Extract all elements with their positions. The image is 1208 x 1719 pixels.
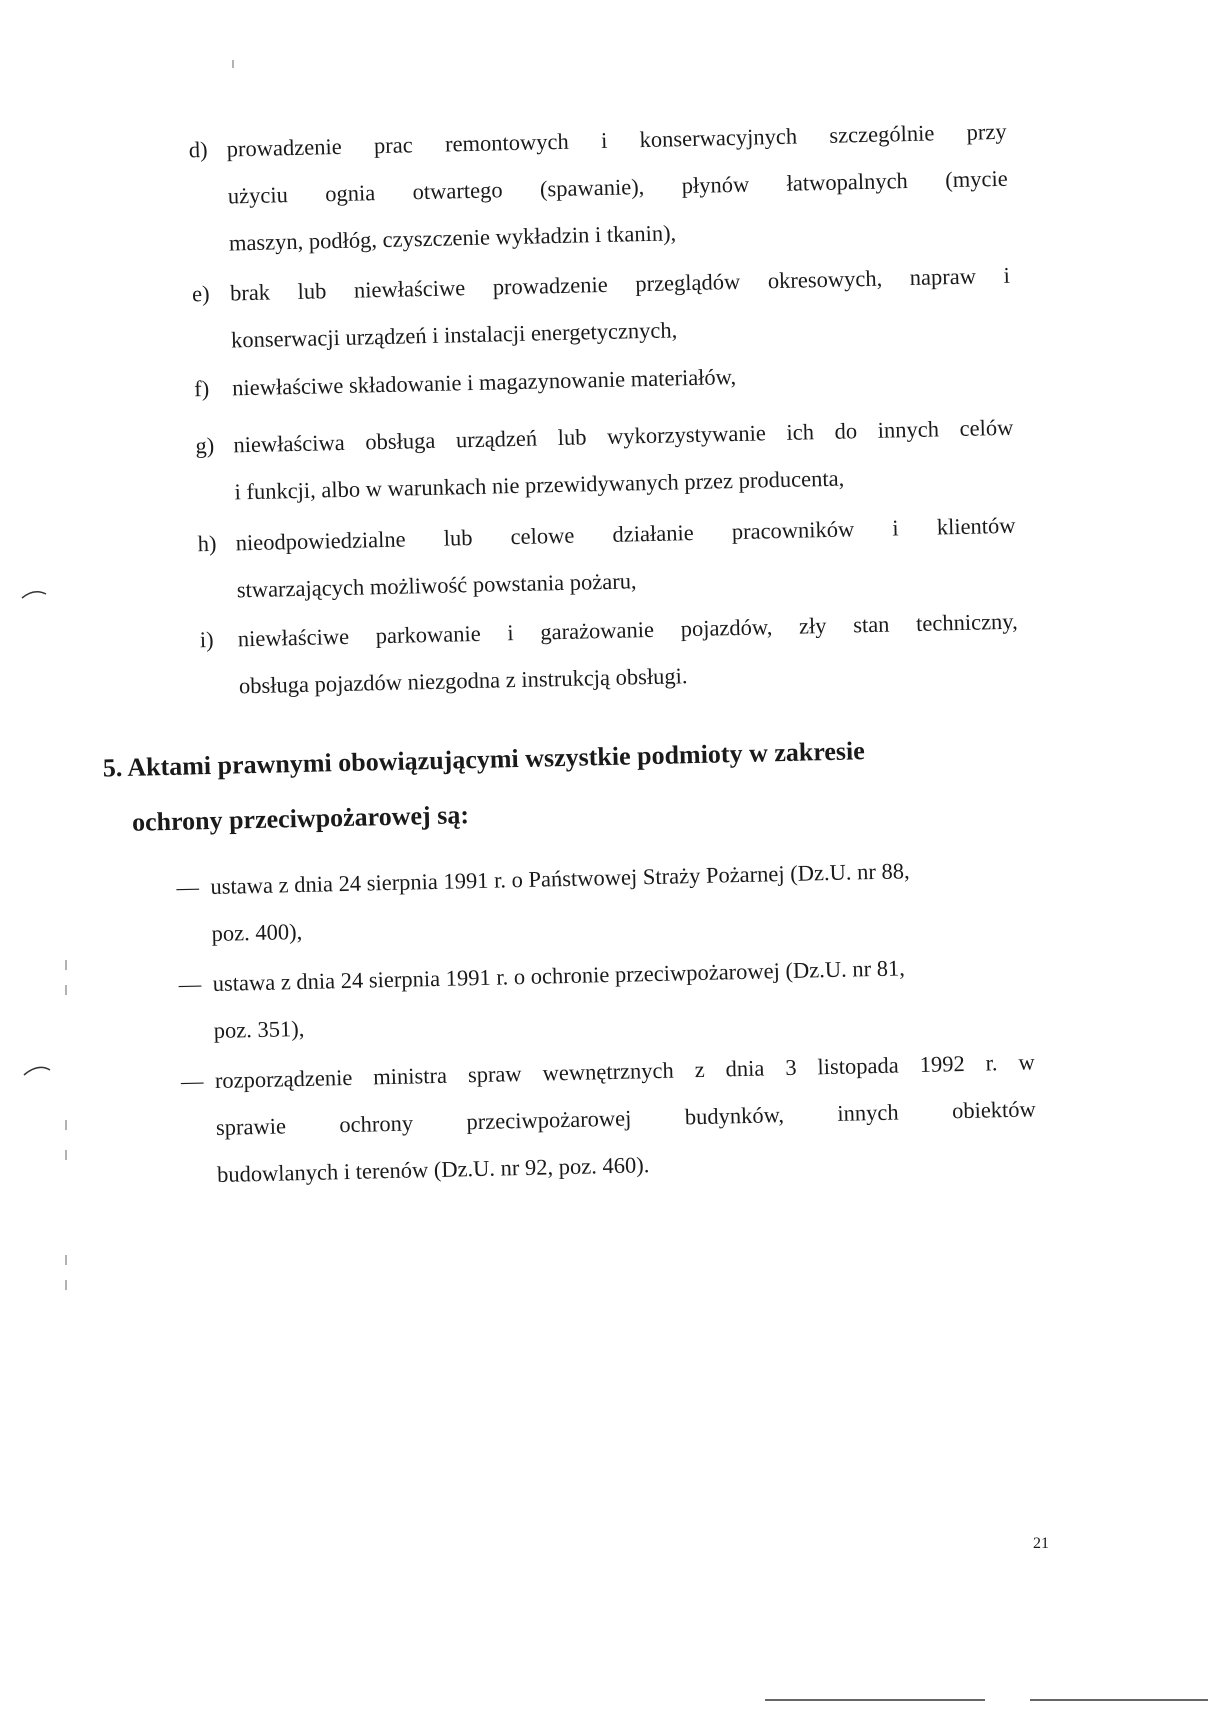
dash-bullet: — xyxy=(178,971,202,997)
list-letter: f) xyxy=(193,375,210,402)
scan-mark xyxy=(24,1067,50,1075)
text-line: użyciu ognia otwartego (spawanie), płynów łatwopalnych (mycie xyxy=(227,165,1008,209)
text-line: i funkcji, albo w warunkach nie przewidywanych przez producenta, xyxy=(234,465,845,505)
dash-bullet: — xyxy=(180,1068,204,1094)
text-line: budowlanych i terenów (Dz.U. nr 92, poz. 460). xyxy=(216,1152,650,1187)
list-letter: d) xyxy=(188,136,208,163)
list-letter: i) xyxy=(199,626,214,653)
text-line: niewłaściwe składowanie i magazynowanie materiałów, xyxy=(231,363,737,401)
text-line: prowadzenie prac remontowych i konserwacyjnych szczególnie przy xyxy=(226,118,1007,162)
text-line: poz. 351), xyxy=(213,1015,305,1044)
text-line: niewłaściwe parkowanie i garażowanie pojazdów, zły stan techniczny, xyxy=(237,608,1018,652)
text-line: obsługa pojazdów niezgodna z instrukcją obsługi. xyxy=(238,663,688,699)
section-heading-line-1: 5. Aktami prawnymi obowiązującymi wszystkie podmioty w zakresie xyxy=(102,736,866,783)
dash-bullet: — xyxy=(176,874,200,900)
text-line: maszyn, podłóg, czyszczenie wykładzin i tkanin), xyxy=(228,220,677,256)
text-line: rozporządzenie ministra spraw wewnętrznych z dnia 3 listopada 1992 r. w xyxy=(214,1049,1035,1093)
page-number: 21 xyxy=(1033,1535,1049,1552)
section-heading-line-2: ochrony przeciwpożarowej są: xyxy=(131,800,470,837)
text-line: poz. 400), xyxy=(211,918,303,947)
text-line: sprawie ochrony przeciwpożarowej budynków, innych obiektów xyxy=(215,1096,1037,1140)
list-letter: h) xyxy=(197,530,217,557)
scan-mark xyxy=(22,592,46,598)
text-line: ustawa z dnia 24 sierpnia 1991 r. o ochronie przeciwpożarowej (Dz.U. nr 81, xyxy=(212,955,906,997)
text-line: ustawa z dnia 24 sierpnia 1991 r. o Państwowej Straży Pożarnej (Dz.U. nr 88, xyxy=(210,858,910,900)
text-line: niewłaściwa obsługa urządzeń lub wykorzystywanie ich do innych celów xyxy=(233,414,1014,458)
text-line: nieodpowiedzialne lub celowe działanie pracowników i klientów xyxy=(235,512,1016,556)
list-letter: g) xyxy=(195,432,215,459)
list-letter: e) xyxy=(191,280,210,307)
text-line: stwarzających możliwość powstania pożaru, xyxy=(236,568,637,603)
text-line: konserwacji urządzeń i instalacji energetycznych, xyxy=(230,317,678,353)
text-line: brak lub niewłaściwe prowadzenie przeglądów okresowych, napraw i xyxy=(229,262,1011,306)
